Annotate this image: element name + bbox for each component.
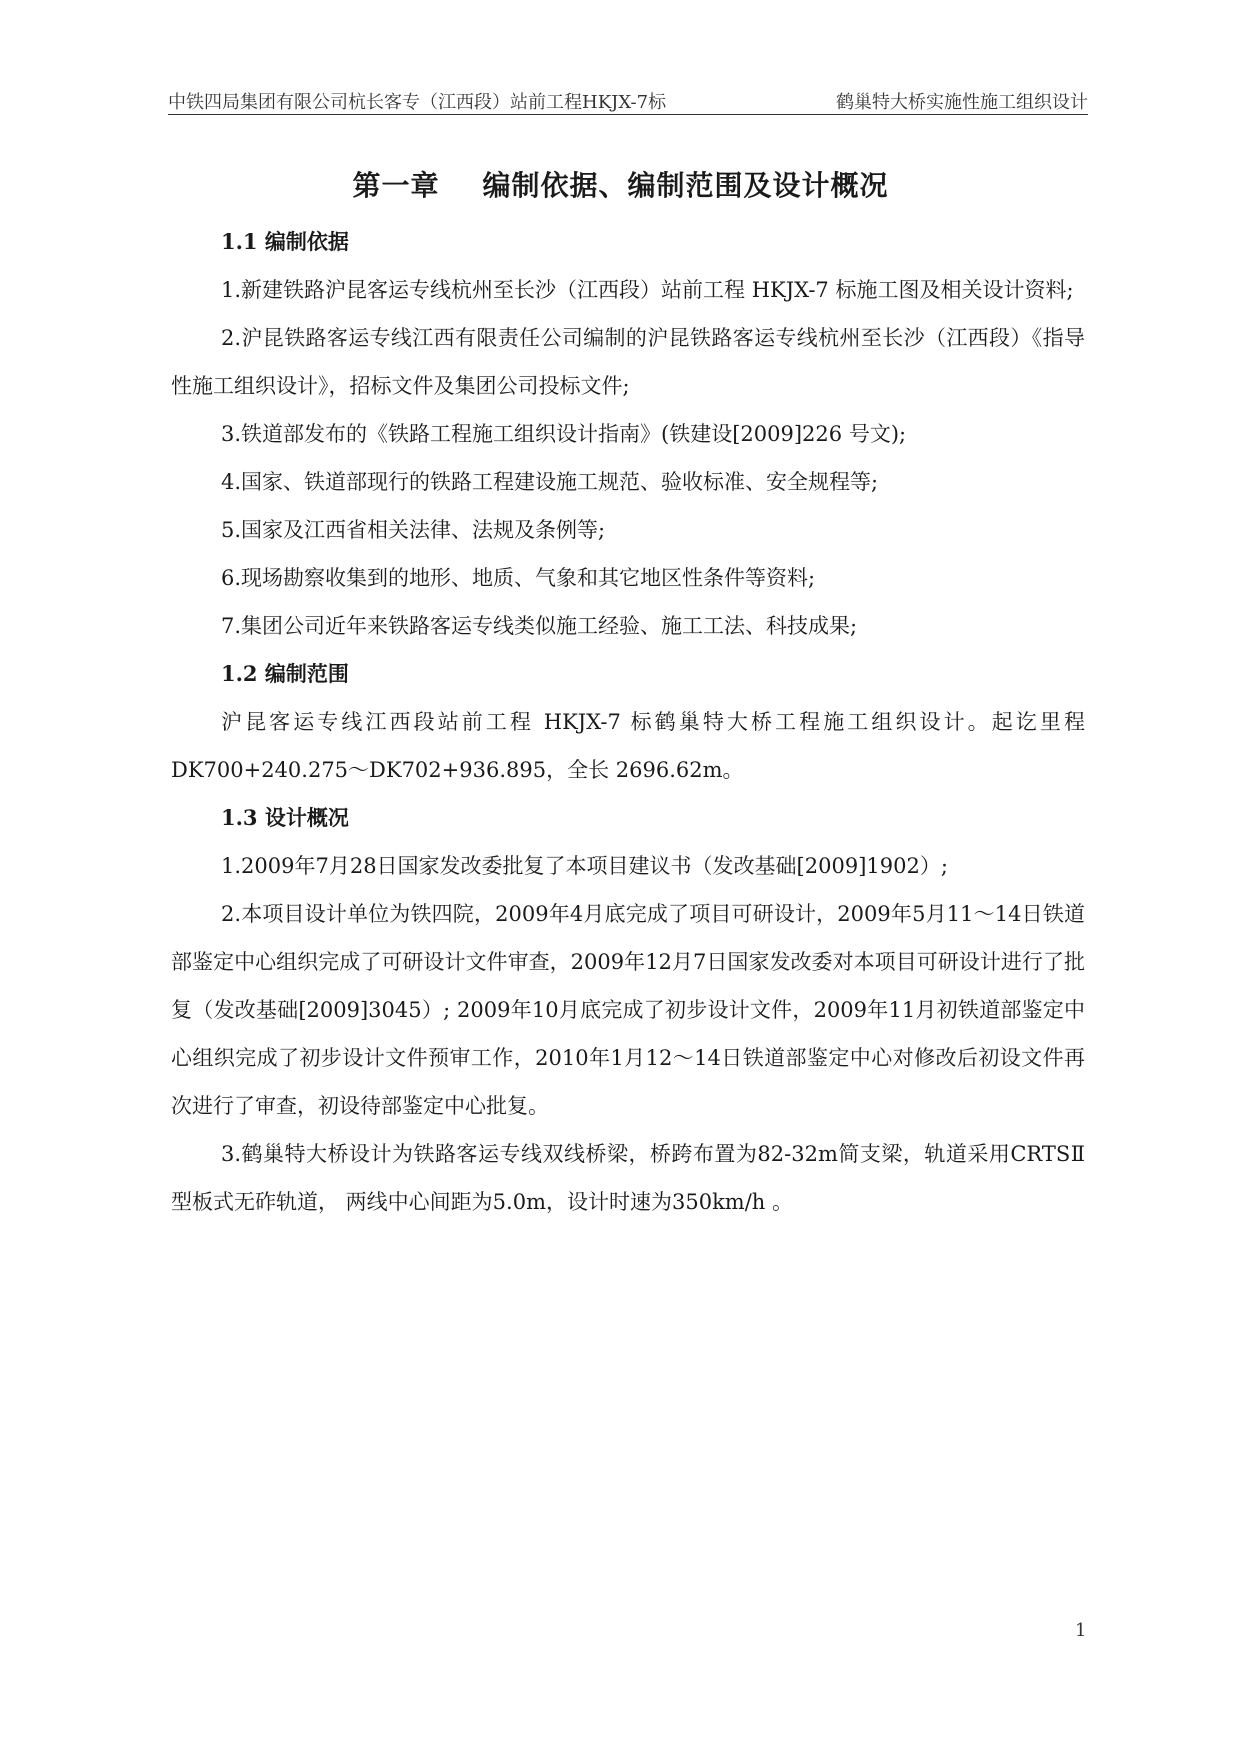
paragraph: 5.国家及江西省相关法律、法规及条例等; xyxy=(221,518,606,542)
page-header xyxy=(168,86,1088,115)
page-number: 1 xyxy=(1075,1620,1087,1641)
paragraph: 4.国家、铁道部现行的铁路工程建设施工规范、验收标准、安全规程等; xyxy=(221,470,879,494)
paragraph: 2.本项目设计单位为铁四院，2009年4月底完成了项目可研设计，2009年5月11～14日铁道部鉴定中心组织完成了可研设计文件审查，2009年12月7日国家发改委对本项目可研设计进行了批复（发改基础[2009]3045）; 2009年10月底完成了初步设计文件，2009年11月初铁道部鉴定中心组织完成了初步设计文件预审工作，2010年1月12～14日铁道部鉴定中心对修改后初设文件再次进行了审查，初设待部鉴定中心批复。 xyxy=(171,902,1085,1118)
paragraph: 沪昆客运专线江西段站前工程 HKJX-7 标鹤巢特大桥工程施工组织设计。起讫里程 DK700+240.275～DK702+936.895，全长 2696.62m。 xyxy=(171,710,1085,782)
paragraph: 2.沪昆铁路客运专线江西有限责任公司编制的沪昆铁路客运专线杭州至长沙（江西段）《指导性施工组织设计》，招标文件及集团公司投标文件; xyxy=(171,326,1085,398)
paragraph: 1.2009年7月28日国家发改委批复了本项目建议书（发改基础[2009]1902）; xyxy=(221,854,948,878)
paragraph: 3.鹤巢特大桥设计为铁路客运专线双线桥梁，桥跨布置为82-32m简支梁，轨道采用CRTSⅡ型板式无砟轨道， 两线中心间距为5.0m，设计时速为350km/h 。 xyxy=(171,1142,1085,1214)
document-body xyxy=(171,218,1085,1226)
header-document-title: 鹤巢特大桥实施性施工组织设计 xyxy=(836,92,1088,113)
paragraph: 1.新建铁路沪昆客运专线杭州至长沙（江西段）站前工程 HKJX-7 标施工图及相关设计资料; xyxy=(221,278,1074,302)
section-heading: 1.2 编制范围 xyxy=(221,661,349,686)
section-heading: 1.1 编制依据 xyxy=(221,229,349,254)
header-company-project: 中铁四局集团有限公司杭长客专（江西段）站前工程HKJX-7标 xyxy=(168,92,667,113)
paragraph: 7.集团公司近年来铁路客运专线类似施工经验、施工工法、科技成果; xyxy=(221,614,858,638)
chapter-title: 第一章 编制依据、编制范围及设计概况 xyxy=(352,169,889,202)
paragraph: 3.铁道部发布的《铁路工程施工组织设计指南》(铁建设[2009]226 号文); xyxy=(221,422,907,446)
paragraph: 6.现场勘察收集到的地形、地质、气象和其它地区性条件等资料; xyxy=(221,566,816,590)
section-heading: 1.3 设计概况 xyxy=(221,805,349,830)
